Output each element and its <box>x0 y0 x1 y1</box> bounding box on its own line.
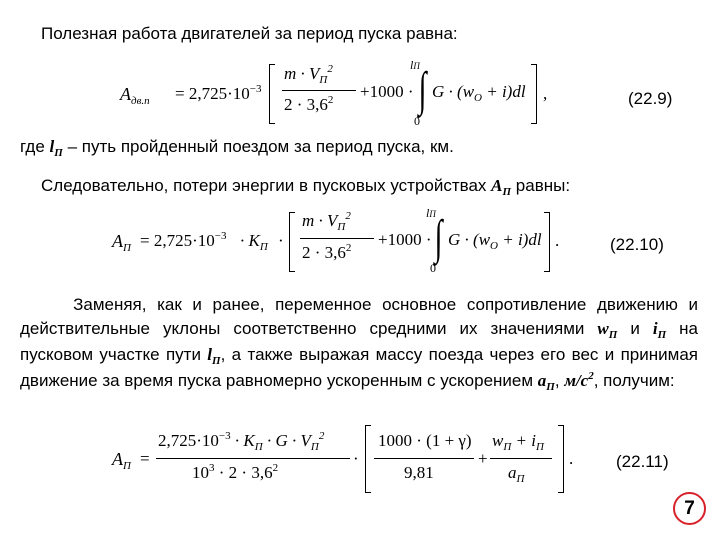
right-bracket <box>531 64 537 124</box>
equation-number: (22.11) <box>616 452 669 471</box>
equation-number: (22.10) <box>610 235 664 254</box>
left-bracket <box>269 64 275 124</box>
equation-number: (22.9) <box>628 89 673 108</box>
left-bracket <box>365 425 371 493</box>
left-bracket <box>289 212 295 272</box>
consequence-line: Следовательно, потери энергии в пусковых устройствах $A_П$ равны: <box>41 176 571 198</box>
right-bracket <box>558 425 564 493</box>
intro-line: Полезная работа двигателей за период пуска равна: <box>41 24 458 43</box>
integral-sign: ∫ <box>434 211 443 264</box>
substitution-paragraph: Заменяя, как и ранее, переменное основное сопротивление движению и действительные уклоны соответственно средними их значениями $w_П$ и $i_П$ на пусковом участке пути $l_П$, а также выражая массу поезда через его вес и принимая движение за время пуска равномерно ускоренным с ускорением $a_П$, $м/с^2$, получим: <box>20 295 698 393</box>
page-number-badge: 7 <box>673 492 706 525</box>
where-line: где $l_П$ – путь пройденный поездом за период пуска, км. <box>20 137 454 159</box>
integral-sign: ∫ <box>418 63 427 116</box>
right-bracket <box>544 212 550 272</box>
